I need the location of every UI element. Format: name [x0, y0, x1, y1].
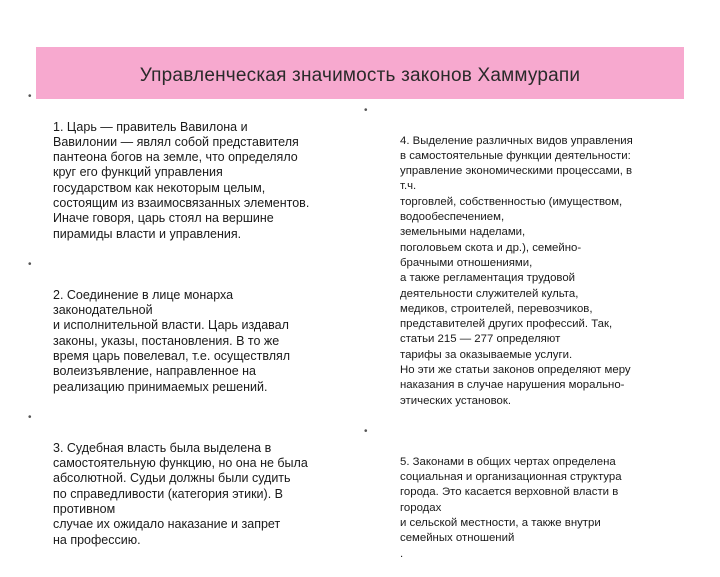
list-item-text: 3. Судебная власть была выделена в самостоятельную функцию, но она не была абсолютной. Судьи должны были судить по справедливости (категория этики). В противном случае их ожидало наказание и запрет на профессию. — [53, 440, 308, 547]
bullet-dot-icon: • — [364, 105, 368, 116]
list-item — [28, 410, 368, 563]
list-item — [364, 103, 694, 424]
left-column — [28, 89, 368, 563]
right-column — [364, 103, 694, 577]
bullet-dot-icon: • — [28, 259, 32, 271]
list-item-text: 2. Соединение в лице монарха законодательной и исполнительной власти. Царь издавал законы, указы, постановления. В то же время царь повелевал, т.е. осуществлял волеизъявление, направленное на реализацию принимаемых решений. — [53, 287, 291, 394]
list-item — [28, 89, 368, 257]
right-bullet-list — [364, 103, 694, 577]
list-item-text: 1. Царь — правитель Вавилона и Вавилонии — являл собой представителя пантеона богов на земле, что определяло круг его функций управления государством как некоторым целым, состоящим из взаимосвязанных элементов. Иначе говоря, царь стоял на вершине пирамиды власти и управления. — [53, 119, 310, 241]
slide-title: Управленческая значимость законов Хаммурапи — [139, 65, 581, 86]
bullet-dot-icon: • — [364, 426, 368, 438]
bullet-dot-icon: • — [28, 412, 32, 424]
list-item — [28, 257, 368, 410]
left-bullet-list — [28, 89, 368, 563]
bullet-dot-icon: • — [28, 91, 32, 102]
list-item-text: 4. Выделение различных видов управления в самостоятельные функции деятельности: управление экономическими процессами, в т.ч. торговлей, собственностью (имуществом, водообеспечением, земельными наделами, поголовьем скота и др.), семейно- брачными отношениями, а также регламентация трудовой деятельности служителей культа, медиков, строителей, перевозчиков, представителей других профессий. Так, статьи 215 — 277 определяют тарифы за оказываемые услуги. Но эти же статьи законов определяют меру наказания в случае нарушения морально- этических установок. — [400, 134, 633, 407]
list-item-text: 5. Законами в общих чертах определена социальная и организационная структура города. Это касается верховной власти в городах и сельской местности, а также внутри семейных отношений . — [400, 455, 622, 560]
list-item — [364, 424, 694, 577]
